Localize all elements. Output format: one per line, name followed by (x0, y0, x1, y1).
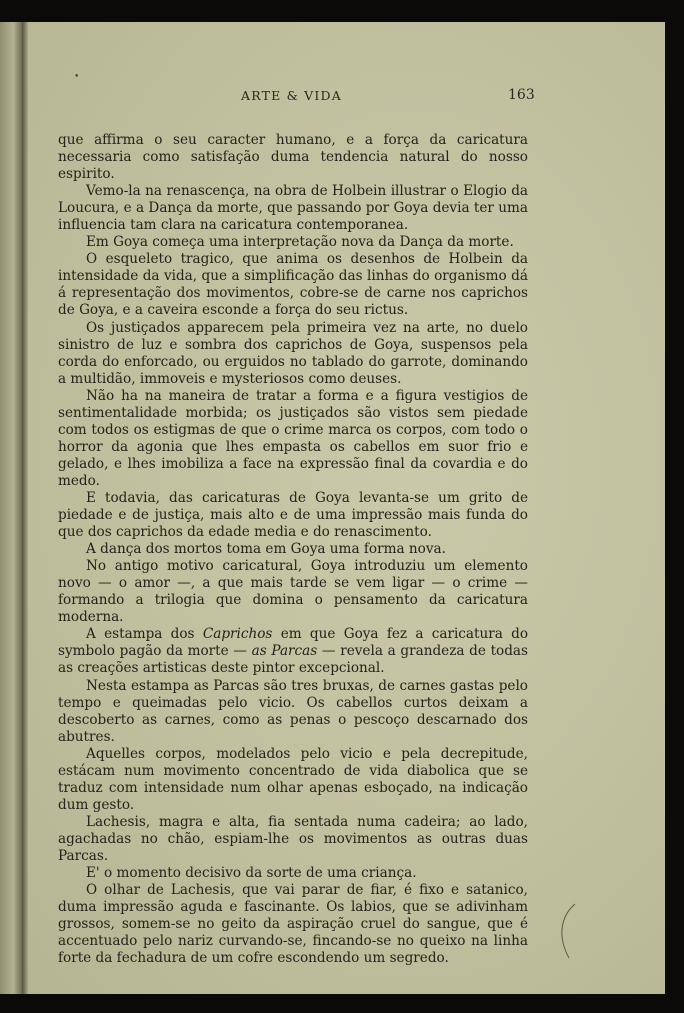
italic-title: as Parcas (251, 643, 318, 660)
paragraph: E' o momento decisivo da sorte de uma criança. (86, 865, 417, 882)
paragraph: Aquelles corpos, modelados pelo vicio e pela decrepitude, estácam num movimento concentrado de vida diabolica que se traduz com intensidade num olhar apenas esboçado, na indicação dum gesto. (58, 745, 528, 813)
running-title: ARTE & VIDA (241, 88, 342, 103)
paragraph: O olhar de Lachesis, que vai parar de fiar, é fixo e satanico, duma impressão aguda e fascinante. Os labios, que se adivinham grossos, somem-se no geito da aspiração cruel do sangue, que é accentuado pelo nariz curvando-se, fincando-se no queixo na linha forte da fechadura de um cofre escondendo um segredo. (58, 882, 528, 967)
text-run: em que Goya fez a caricatura do symbolo pagão da morte — (58, 626, 529, 660)
paragraph: que affirma o seu caracter humano, e a força da caricatura necessaria como satisfação duma tendencia natural do nosso espirito. (58, 132, 528, 183)
paragraph: O esqueleto tragico, que anima os desenhos de Holbein da intensidade da vida, que a simplificação das linhas do organismo dá á representação dos movimentos, cobre-se de carne nos caprichos de Goya, e a caveira esconde a força do seu rictus. (58, 251, 528, 319)
text-run: — revela a grandeza de todas as creações artisticas deste pintor excepcional. (58, 643, 528, 677)
italic-title: Caprichos (202, 626, 273, 643)
book-page (28, 22, 665, 994)
paragraph: Nesta estampa as Parcas são tres bruxas, de carnes gastas pelo tempo e queimadas pelo vicio. Os cabellos curtos deixam a descoberto as carnes, como as penas o pescoço descarnado dos abutres. (58, 677, 528, 745)
paragraph: No antigo motivo caricatural, Goya introduziu um elemento novo — o amor —, a que mais tarde se vem ligar — o crime — formando a trilogia que domina o pensamento da caricatura moderna. (58, 558, 528, 626)
page-header (28, 88, 665, 108)
paragraph-caprichos (58, 626, 528, 677)
pencil-mark (553, 902, 583, 962)
text-run: A estampa dos (86, 626, 203, 643)
paragraph: A dança dos mortos toma em Goya uma forma nova. (86, 541, 446, 558)
page-number: 163 (508, 87, 535, 103)
body-text (58, 132, 528, 967)
paragraph: Os justiçados apparecem pela primeira vez na arte, no duelo sinistro de luz e sombra dos caprichos de Goya, suspensos pela corda do enforcado, ou erguidos no tablado do garrote, dominando a multidão, immoveis e mysteriosos como deuses. (58, 319, 528, 387)
paragraph: E todavia, das caricaturas de Goya levanta-se um grito de piedade e de justiça, mais alto e de uma impressão mais funda do que dos caprichos da edade media e do renascimento. (58, 489, 528, 541)
paragraph: Em Goya começa uma interpretação nova da Dança da morte. (86, 234, 514, 251)
paragraph: Vemo-la na renascença, na obra de Holbein illustrar o Elogio da Loucura, e a Dança da morte, que passando por Goya devia ter uma influencia tam clara na caricatura contemporanea. (58, 183, 528, 234)
paragraph: Não ha na maneira de tratar a forma e a figura vestigios de sentimentalidade morbida; os justiçados são vistos sem piedade com todos os estigmas de que o crime marca os corpos, com todo o horror da agonia que lhes empasta os cabellos em suor frio e gelado, e lhes imobiliza a face na expressão final da covardia e do medo. (58, 387, 528, 489)
facing-page-edge (0, 22, 22, 994)
ink-speck: • (74, 72, 80, 82)
paragraph: Lachesis, magra e alta, fia sentada numa cadeira; ao lado, agachadas no chão, espiam-lhe os movimentos as outras duas Parcas. (58, 813, 528, 864)
